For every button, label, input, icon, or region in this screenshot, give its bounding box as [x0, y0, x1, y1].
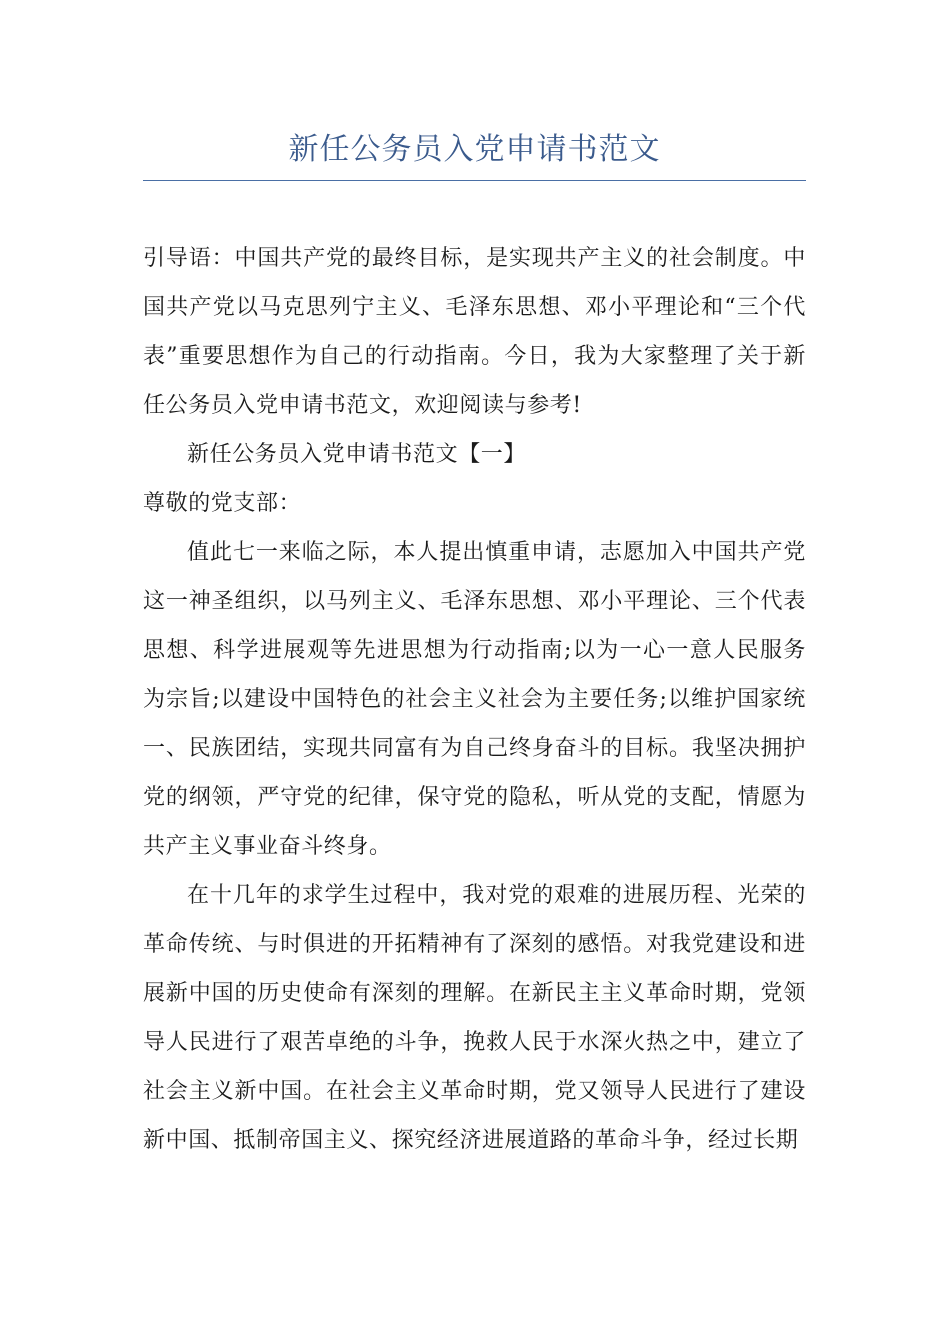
body-paragraph-2: 在十几年的求学生过程中，我对党的艰难的进展历程、光荣的革命传统、与时俱进的开拓精神有了深刻的感悟。对我党建设和进展新中国的历史使命有深刻的理解。在新民主主义革命时期，党领导人民进行了艰苦卓绝的斗争，挽救人民于水深火热之中，建立了社会主义新中国。在社会主义革命时期，党又领导人民进行了建设新中国、抵制帝国主义、探究经济进展道路的革命斗争，经过长期 — [143, 883, 806, 1153]
document-title: 新任公务员入党申请书范文 — [288, 132, 661, 167]
body-paragraph-1: 值此七一来临之际，本人提出慎重申请，志愿加入中国共产党这一神圣组织，以马列主义、毛泽东思想、邓小平理论、三个代表思想、科学进展观等先进思想为行动指南;以为一心一意人民服务为宗旨;以建设中国特色的社会主义社会为主要任务;以维护国家统一、民族团结，实现共同富有为自己终身奋斗的目标。我坚决拥护党的纲领，严守党的纪律，保守党的隐私，听从党的支配，情愿为共产主义事业奋斗终身。 — [143, 540, 806, 859]
salutation: 尊敬的党支部： — [143, 491, 302, 516]
intro-paragraph: 引导语：中国共产党的最终目标，是实现共产主义的社会制度。中国共产党以马克思列宁主义、毛泽东思想、邓小平理论和“三个代表”重要思想作为自己的行动指南。今日，我为大家整理了关于新任公务员入党申请书范文，欢迎阅读与参考! — [143, 246, 806, 418]
document-body — [143, 234, 806, 1165]
section-heading: 新任公务员入党申请书范文【一】 — [187, 442, 527, 467]
title-underline — [143, 180, 806, 181]
